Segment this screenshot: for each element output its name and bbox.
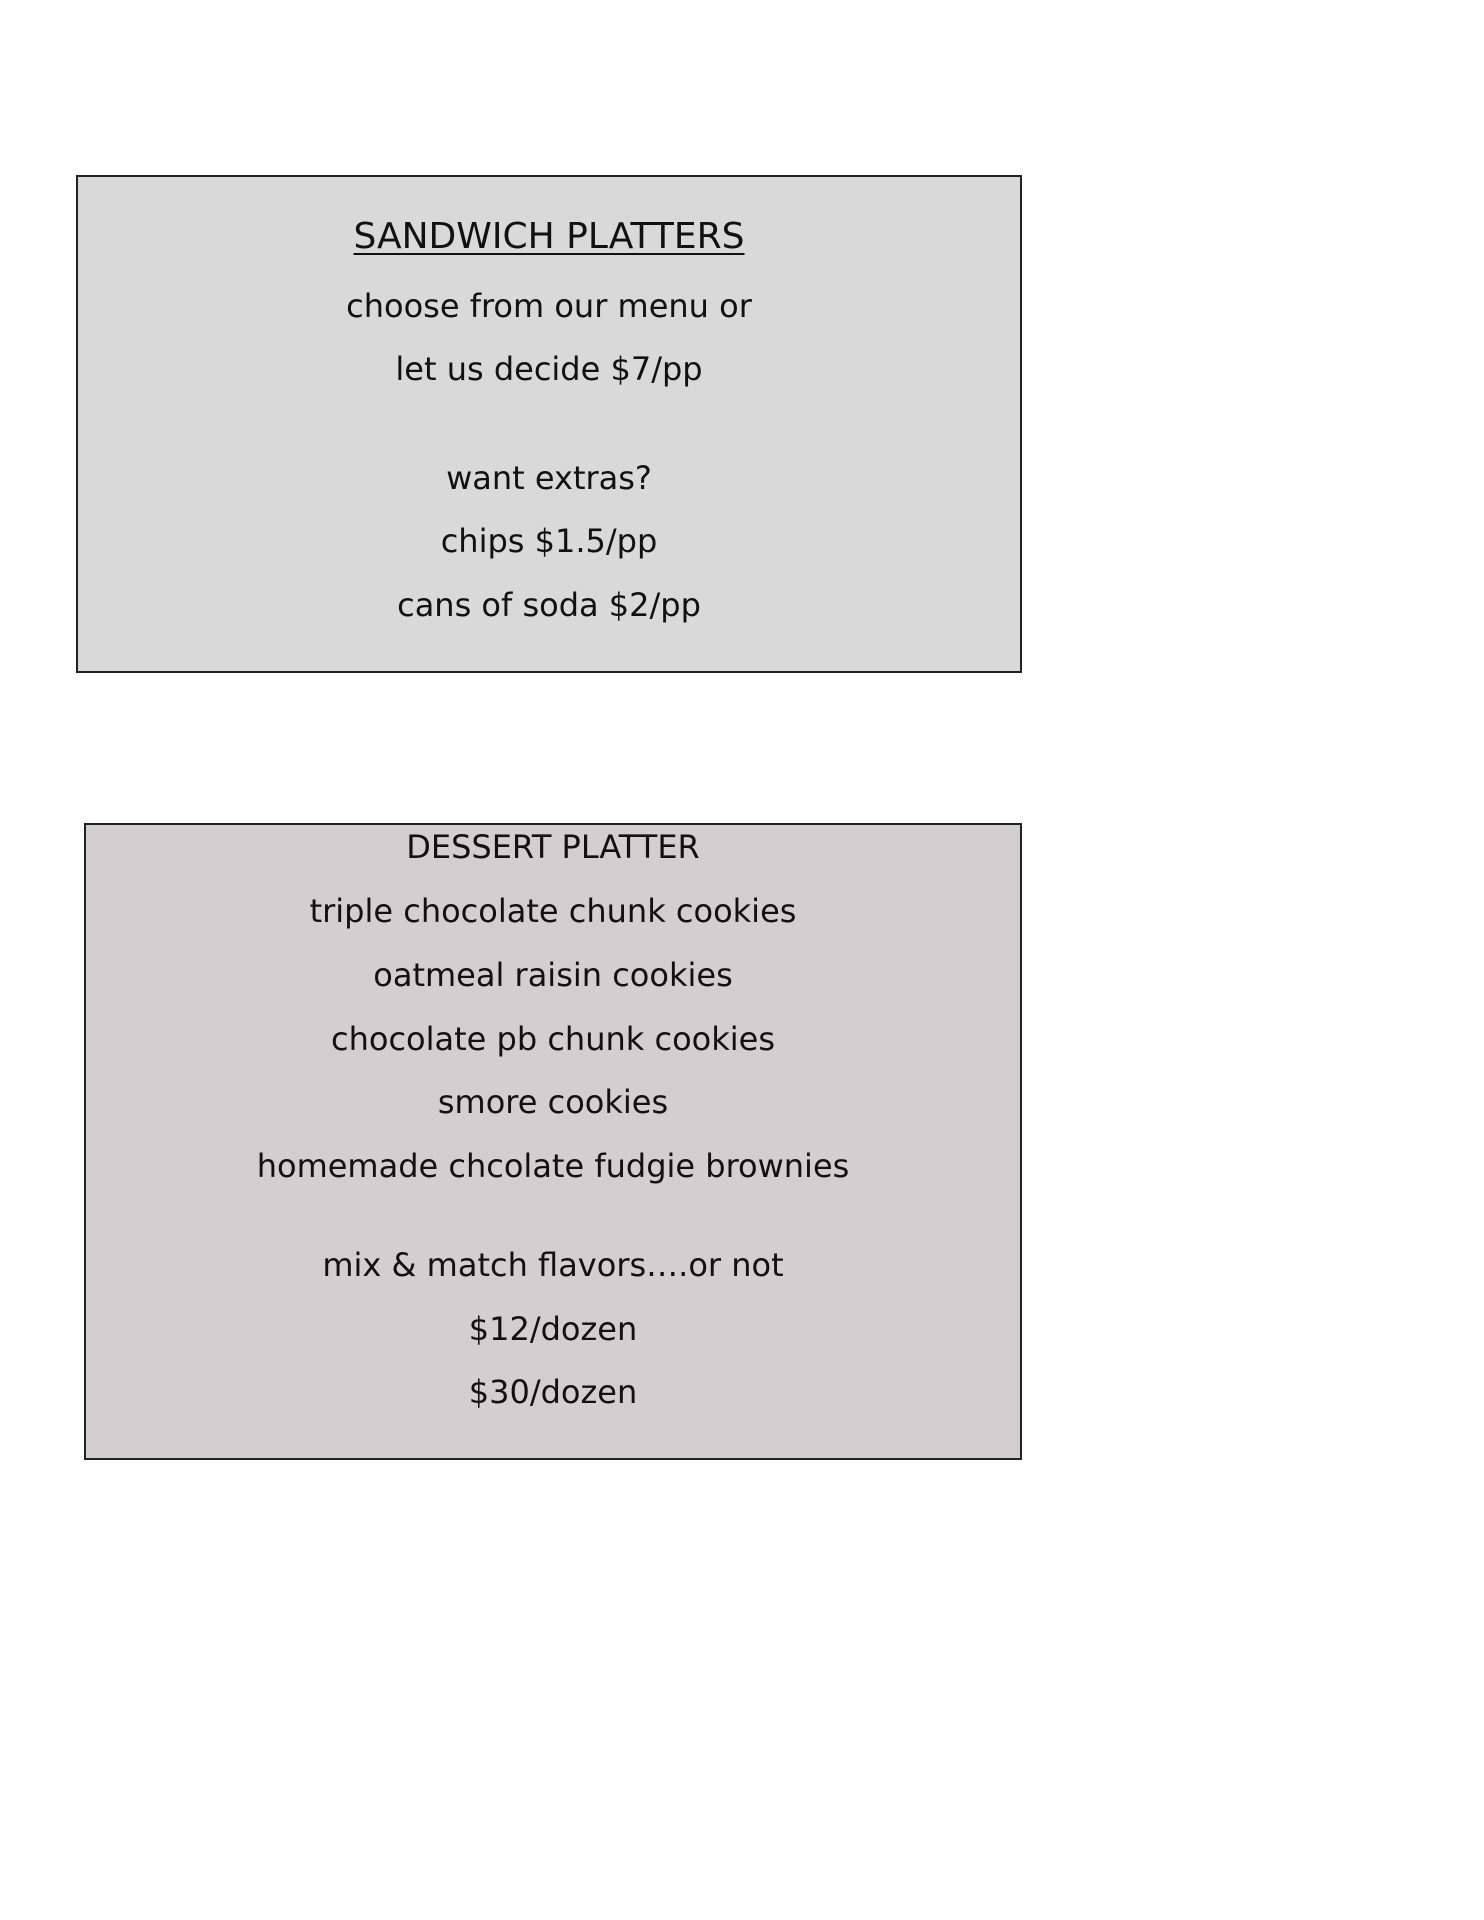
- sandwich-platters-box: [76, 175, 1022, 673]
- sandwich-title: SANDWICH PLATTERS: [353, 216, 745, 257]
- dessert-item-oatmeal-raisin: oatmeal raisin cookies: [373, 956, 733, 994]
- sandwich-line-1: choose from our menu or: [346, 287, 752, 325]
- dessert-item-chocolate-pb: chocolate pb chunk cookies: [331, 1020, 775, 1058]
- dessert-title: DESSERT PLATTER: [406, 828, 700, 866]
- extras-item-chips: chips $1.5/pp: [440, 522, 658, 560]
- extras-heading: want extras?: [446, 459, 652, 497]
- extras-item-soda: cans of soda $2/pp: [397, 586, 701, 624]
- dessert-item-brownies: homemade chcolate fudgie brownies: [256, 1147, 850, 1185]
- sandwich-line-2: let us decide $7/pp: [395, 350, 703, 388]
- dessert-price-2: $30/dozen: [468, 1373, 638, 1411]
- dessert-platter-box: [84, 823, 1022, 1460]
- dessert-item-triple-chocolate: triple chocolate chunk cookies: [309, 892, 797, 930]
- dessert-item-smore: smore cookies: [437, 1083, 669, 1121]
- dessert-price-1: $12/dozen: [468, 1310, 638, 1348]
- dessert-mix-match-note: mix & match flavors….or not: [322, 1246, 784, 1284]
